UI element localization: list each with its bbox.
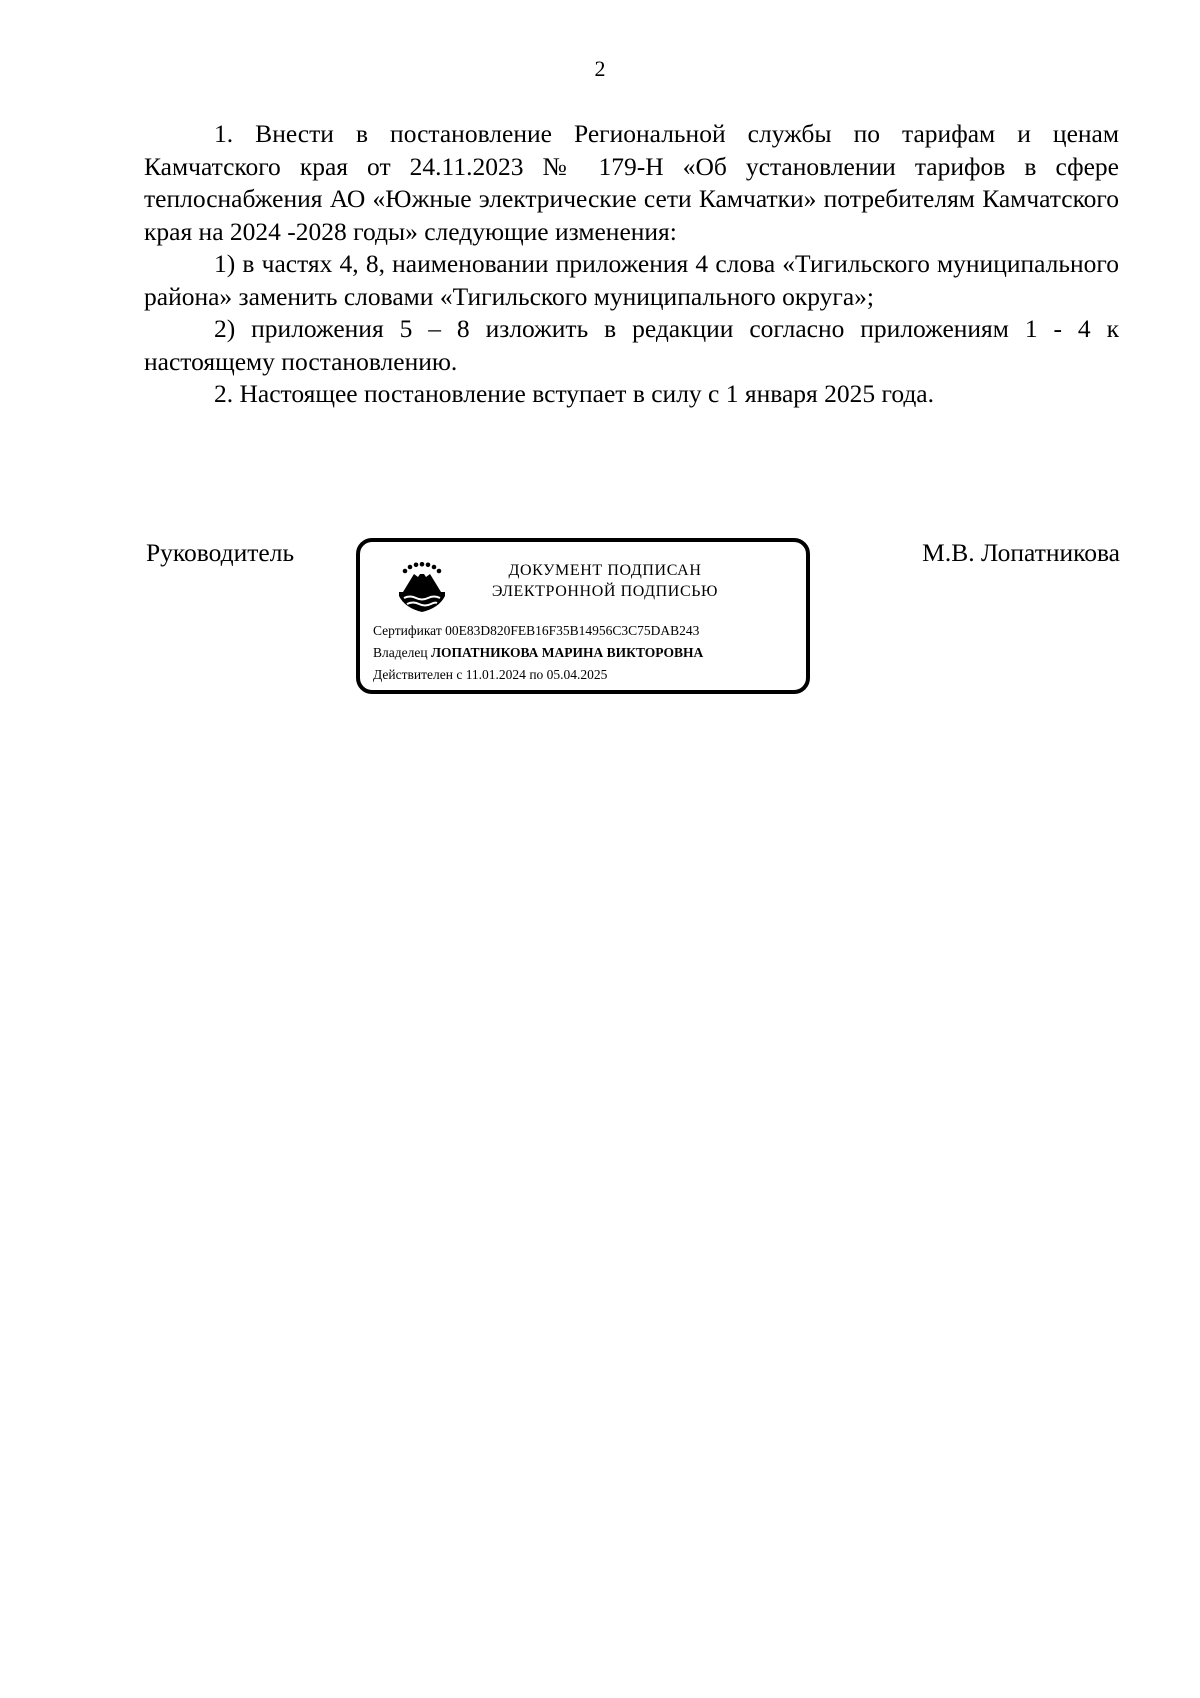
paragraph-item-2: 2. Настоящее постановление вступает в силу с 1 января 2025 года. bbox=[214, 379, 935, 408]
paragraph-item-1: 1. Внести в постановление Региональной службы по тарифам и ценам Камчатского края от 24.11.2023 № 179-Н «Об установлении тарифов в сфере теплоснабжения АО «Южные электрические сети Камчатки» потребителям Камчатского края на 2024 -2028 годы» следующие изменения: bbox=[144, 119, 1119, 246]
paragraph-subitem-1: 1) в частях 4, 8, наименовании приложения 4 слова «Тигильского муниципального района» заменить словами «Тигильского муниципального округа»; bbox=[144, 249, 1119, 311]
stamp-header-line-2: ЭЛЕКТРОННОЙ ПОДПИСЬЮ bbox=[491, 583, 719, 600]
validity-line bbox=[373, 664, 703, 686]
stamp-header-line-1: ДОКУМЕНТ ПОДПИСАН bbox=[508, 562, 702, 579]
valid-from: 11.01.2024 bbox=[465, 667, 526, 682]
valid-to-prefix: по bbox=[529, 667, 544, 682]
owner-label: Владелец bbox=[373, 645, 428, 660]
paragraph-subitem-2: 2) приложения 5 – 8 изложить в редакции согласно приложениям 1 - 4 к настоящему постановлению. bbox=[144, 314, 1119, 376]
kamchatka-coat-of-arms-icon bbox=[396, 562, 446, 614]
signer-position: Руководитель bbox=[146, 538, 295, 567]
certificate-line bbox=[373, 620, 703, 642]
owner-value: ЛОПАТНИКОВА МАРИНА ВИКТОРОВНА bbox=[430, 645, 704, 660]
valid-label: Действителен bbox=[373, 667, 453, 682]
stamp-details bbox=[373, 620, 703, 686]
signature-block bbox=[0, 538, 1200, 698]
electronic-signature-stamp bbox=[356, 538, 810, 694]
page-number: 2 bbox=[594, 56, 606, 81]
document-body bbox=[144, 118, 1119, 411]
certificate-value: 00E83D820FEB16F35B14956C3C75DAB243 bbox=[445, 623, 700, 638]
valid-from-prefix: с bbox=[456, 667, 463, 682]
valid-to: 05.04.2025 bbox=[546, 667, 608, 682]
stamp-header bbox=[460, 560, 750, 602]
owner-line bbox=[373, 642, 703, 664]
certificate-label: Сертификат bbox=[373, 623, 442, 638]
signer-name: М.В. Лопатникова bbox=[922, 538, 1120, 567]
